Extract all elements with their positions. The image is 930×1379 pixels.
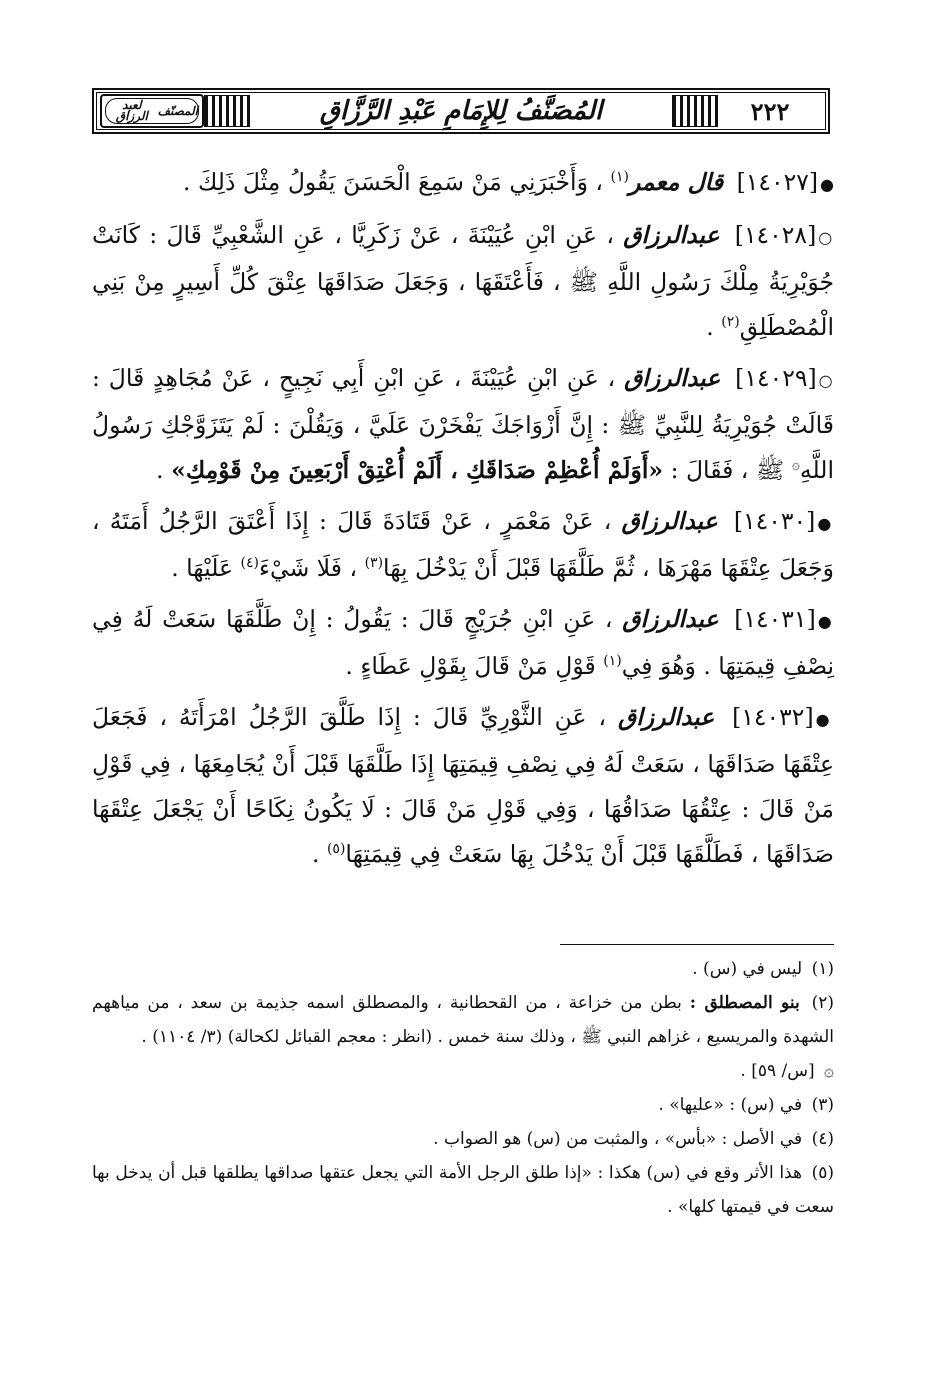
header-ornament-right [672,95,718,127]
footnote-ref: (٣) [364,555,384,572]
entry-text-cont: ، فَلَا شَيْءَ [258,554,358,582]
entry-14031 [92,597,834,689]
entry-text-end: عَلَيْهَا . [171,554,234,582]
footnote-label: (٢) [811,993,834,1013]
emblem-line-2: لعبد الرزاق [115,98,148,123]
manuscript-ref-icon: ۞ [791,457,800,474]
footnote-ref: (٢) [721,314,740,331]
footnote-ref: (١) [610,169,629,186]
footnotes [92,952,834,1224]
footnote-label: (٣) [811,1095,834,1115]
entry-14032 [92,695,834,877]
entry-narrator: قال معمر [628,168,724,196]
book-emblem [100,94,204,128]
entry-text-end: . [156,456,164,484]
entry-number: [١٤٠٣٠] [733,507,816,535]
entry-number: [١٤٠٣١] [734,605,816,633]
entry-number: [١٤٠٢٧] [736,168,819,196]
entry-narrator: عبدالرزاق [622,605,719,633]
entry-number: [١٤٠٣٢] [732,703,814,731]
footnote-3 [92,1088,834,1122]
footnote-label: (٥) [811,1163,834,1183]
footnote-text: بطن من خزاعة ، من القحطانية ، والمصطلق اسمه جذيمة بن سعد ، من مياههم الشهدة والمريسيع ، غزاهم النبي ﷺ ، وذلك سنة خمس . (انظر : معجم القبائل لكحالة) (٣/ ١١٠٤) . [92,993,834,1047]
footnote-ms-ref [92,1054,834,1088]
footnote-ref: (٤) [240,555,259,572]
entry-text-end: . [706,313,714,341]
footnote-text: في (س) : «عليها» . [658,1095,803,1115]
footnote-text: هذا الأثر وقع في (س) هكذا : «إذا طلق الرجل الأمة التي يجعل عتقها صداقها يطلقها قبل أن يدخل بها سعت في قيمتها كلها» . [92,1163,834,1217]
entry-text-end: . [311,840,320,868]
footnote-text: [س/ ٥٩] . [740,1061,815,1081]
footnote-5 [92,1156,834,1224]
entry-text: ، عَنْ مَعْمَرٍ ، عَنْ قَتَادَةَ قَالَ : إِذَا أَعْتَقَ الرَّجُلُ أَمَتَهُ ، وَجَعَلَ عِتْقَهَا مَهْرَهَا ، ثُمَّ طَلَّقَهَا قَبْلَ أَنْ يَدْخُلَ بِهَا [92,507,834,582]
page-header [92,88,830,134]
footnote-1 [92,952,834,986]
footnote-text: في الأصل : «بأس» ، والمثبت من (س) هو الصواب . [433,1129,803,1149]
footnote-term: بنو المصطلق : [689,993,800,1013]
entry-14028 [92,213,834,350]
entry-narrator: عبدالرزاق [621,507,718,535]
footnote-separator [560,944,834,945]
entry-14030 [92,499,834,591]
footnote-label: (١) [811,959,834,979]
emblem-line-1: المصنّف [157,103,198,118]
footnote-2 [92,986,834,1054]
main-text [92,160,834,879]
entry-text: ، عَنِ ابْنِ عُيَيْنَةَ ، عَنِ ابْنِ أَبِي نَجِيحٍ ، عَنْ مُجَاهِدٍ قَالَ : قَالَتْ جُوَيْرِيَةُ لِلنَّبِيِّ ﷺ : إِنَّ أَزْوَاجَكَ يَفْخَرْنَ عَلَيَّ ، وَيَقُلْنَ : لَمْ يَتَزَوَّجْكِ رَسُولُ اللَّهِ [92,364,834,484]
entry-text: ، عَنِ ابْنِ جُرَيْجٍ قَالَ : يَقُولُ : إِنْ طَلَّقَهَا سَعَتْ لَهُ فِي نِصْفِ قِيمَتِهَا . وَهُوَ فِي [92,605,834,680]
footnote-ref: (١) [603,653,622,670]
entry-14029 [92,356,834,493]
footnote-ref: (٥) [326,841,346,858]
entry-number: [١٤٠٢٨] [734,221,817,249]
header-ornament-left [204,95,250,127]
entry-text-cont: ﷺ ، فَقَالَ : [670,456,785,484]
entry-narrator: عبدالرزاق [624,364,721,392]
entry-number: [١٤٠٢٩] [735,364,817,392]
page-number: ٢٢٢ [750,96,790,126]
entry-text: ، عَنِ ابْنِ عُيَيْنَةَ ، عَنْ زَكَرِيَّا ، عَنِ الشَّعْبِيِّ قَالَ : كَانَتْ جُوَيْرِيَةُ مِلْكَ رَسُولِ اللَّهِ ﷺ ، فَأَعْتَقَهَا ، وَجَعَلَ صَدَاقَهَا عِتْقَ كُلِّ أَسِيرٍ مِنْ بَنِي الْمُصْطَلِقِ [92,221,834,341]
entry-text: ، عَنِ الثَّوْرِيِّ قَالَ : إِذَا طَلَّقَ الرَّجُلُ امْرَأَتَهُ ، فَجَعَلَ عِتْقَهَا صَدَاقَهَا ، سَعَتْ لَهُ فِي نِصْفِ قِيمَتِهَا إِذَا طَلَّقَهَا قَبْلَ أَنْ يُجَامِعَهَا ، فِي قَوْلِ مَنْ قَالَ : عِتْقُهَا صَدَاقُهَا ، وَفِي قَوْلِ مَنْ قَالَ : لَا يَكُونُ نِكَاحًا أَنْ يَجْعَلَ عِتْقَهَا صَدَاقَهَا ، فَطَلَّقَهَا قَبْلَ أَنْ يَدْخُلَ بِهَا سَعَتْ فِي قِيمَتِهَا [92,703,834,868]
prophetic-quote: «أَوَلَمْ أُعْظِمْ صَدَاقَكِ ، أَلَمْ أُعْتِقْ أَرْبَعِينَ مِنْ قَوْمِكِ» [171,456,664,484]
entry-marker: ○ [818,228,835,247]
entry-marker: ● [817,514,834,533]
entry-marker: ● [820,175,834,194]
entry-marker: ● [817,612,834,631]
footnote-4 [92,1122,834,1156]
entry-marker: ● [815,710,835,729]
footnote-label: (٤) [811,1129,834,1149]
book-title: المُصَنَّفُ لِلإِمَامِ عَبْدِ الرَّزَّاقِ [319,96,603,126]
emblem-lettering [105,98,199,124]
entry-narrator: عبدالرزاق [618,703,715,731]
entry-text: ، وَأَخْبَرَنِي مَنْ سَمِعَ الْحَسَنَ يَقُولُ مِثْلَ ذَلِكَ . [183,168,603,196]
entry-marker: ○ [818,371,834,390]
entry-14027 [92,160,834,207]
manuscript-ref-icon: ۞ [824,1061,834,1081]
entry-narrator: عبدالرزاق [623,221,720,249]
footnote-text: ليس في (س) . [692,959,803,979]
entry-text-end: قَوْلِ مَنْ قَالَ بِقَوْلِ عَطَاءٍ . [345,652,596,680]
